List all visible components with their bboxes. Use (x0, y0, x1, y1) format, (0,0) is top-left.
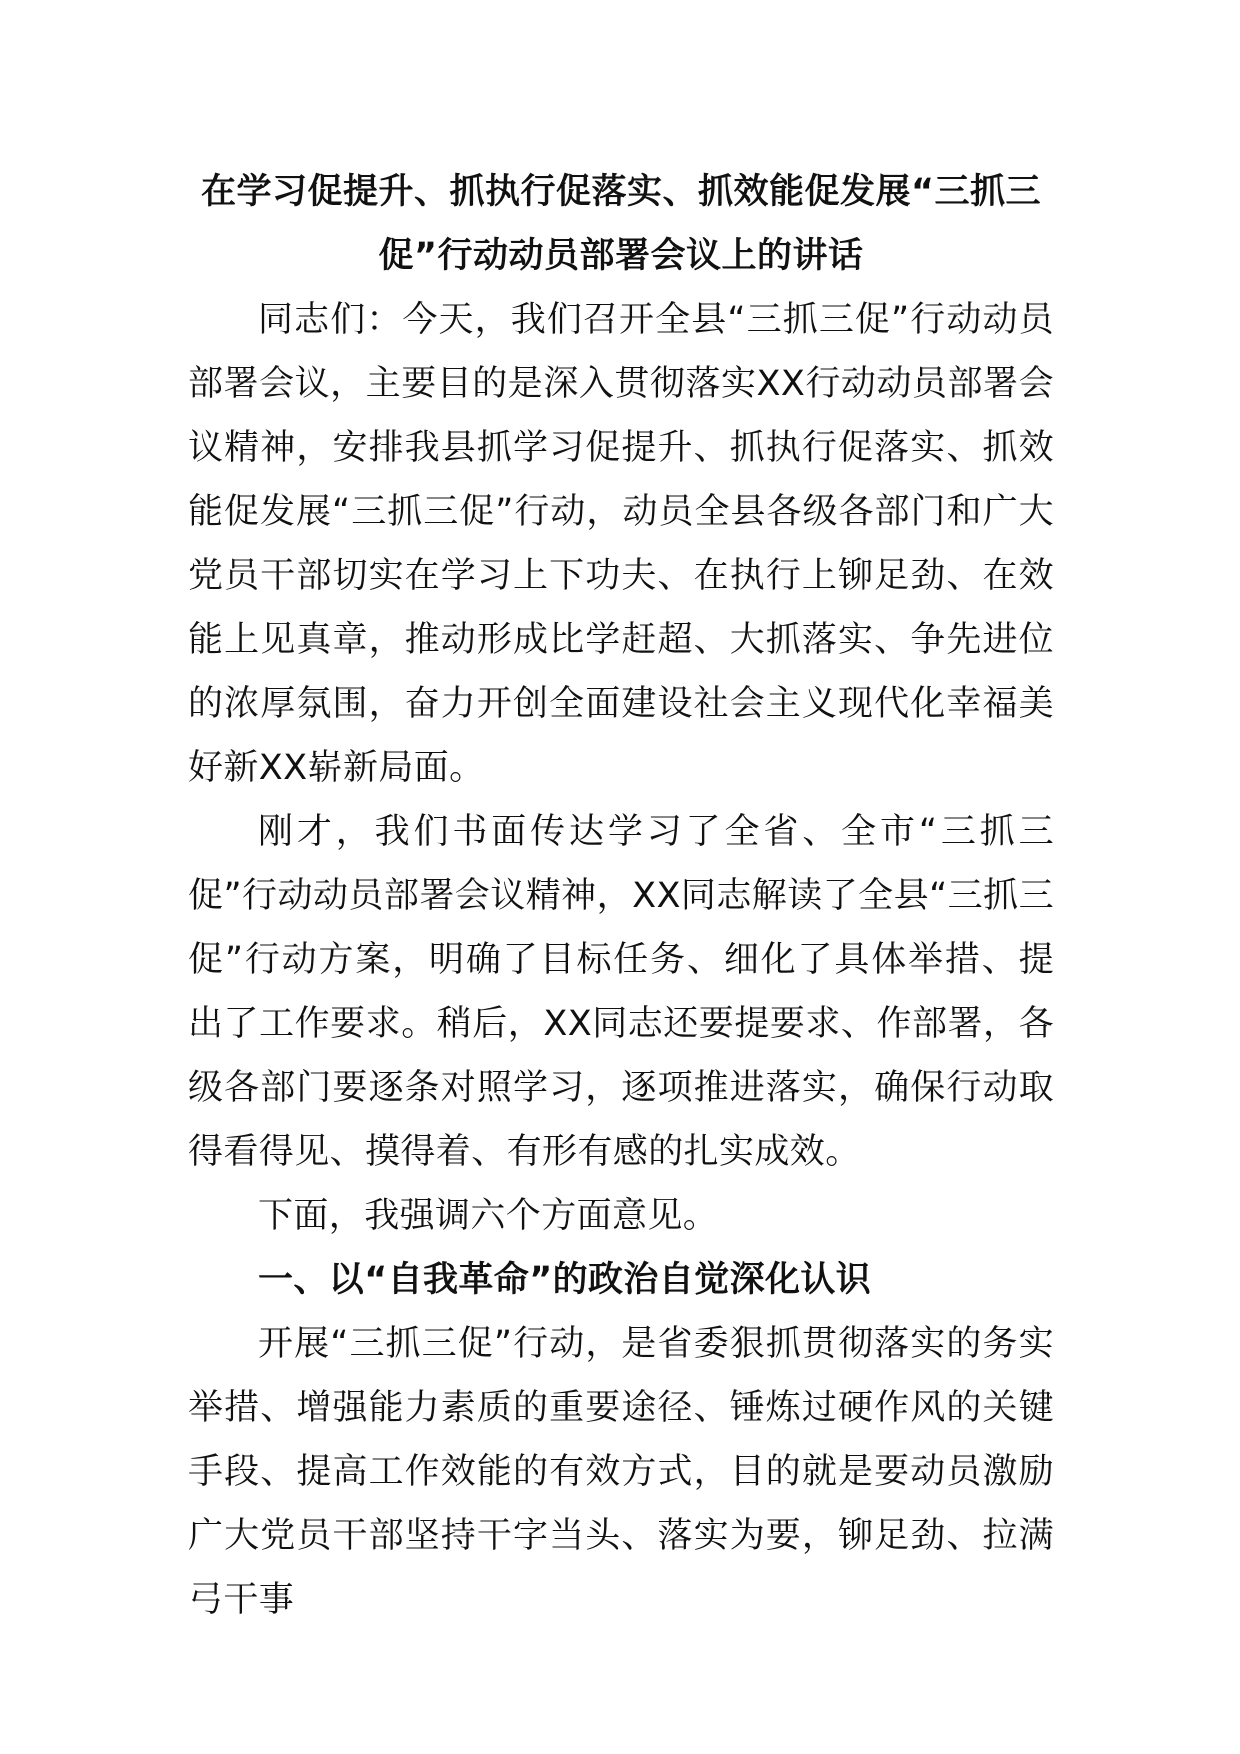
paragraph-recap: 刚才，我们书面传达学习了全省、全市“三抓三促”行动动员部署会议精神，XX同志解读了全县“三抓三促”行动方案，明确了目标任务、细化了具体举措、提出了工作要求。稍后，XX同志还要提要求、作部署，各级各部门要逐条对照学习，逐项推进落实，确保行动取得看得见、摸得着、有形有感的扎实成效。 (188, 812, 1054, 1172)
section-heading-1: 一、以“自我革命”的政治自觉深化认识 (258, 1260, 872, 1300)
paragraph-opening: 同志们：今天，我们召开全县“三抓三促”行动动员部署会议，主要目的是深入贯彻落实XX行动动员部署会议精神，安排我县抓学习促提升、抓执行促落实、抓效能促发展“三抓三促”行动，动员全县各级各部门和广大党员干部切实在学习上下功夫、在执行上铆足劲、在效能上见真章，推动形成比学赶超、大抓落实、争先进位的浓厚氛围，奋力开创全面建设社会主义现代化幸福美好新XX崭新局面。 (188, 300, 1054, 788)
section-1-paragraph: 开展“三抓三促”行动，是省委狠抓贯彻落实的务实举措、增强能力素质的重要途径、锤炼过硬作风的关键手段、提高工作效能的有效方式，目的就是要动员激励广大党员干部坚持干字当头、落实为要，铆足劲、拉满弓干事 (188, 1324, 1054, 1620)
title-line-1: 在学习促提升、抓执行促落实、抓效能促发展“三抓三 (200, 172, 1041, 212)
document-title (188, 160, 1054, 288)
title-line-2: 促”行动动员部署会议上的讲话 (378, 236, 864, 276)
paragraph-intro-points: 下面，我强调六个方面意见。 (258, 1196, 719, 1236)
document-page (188, 160, 1054, 1632)
